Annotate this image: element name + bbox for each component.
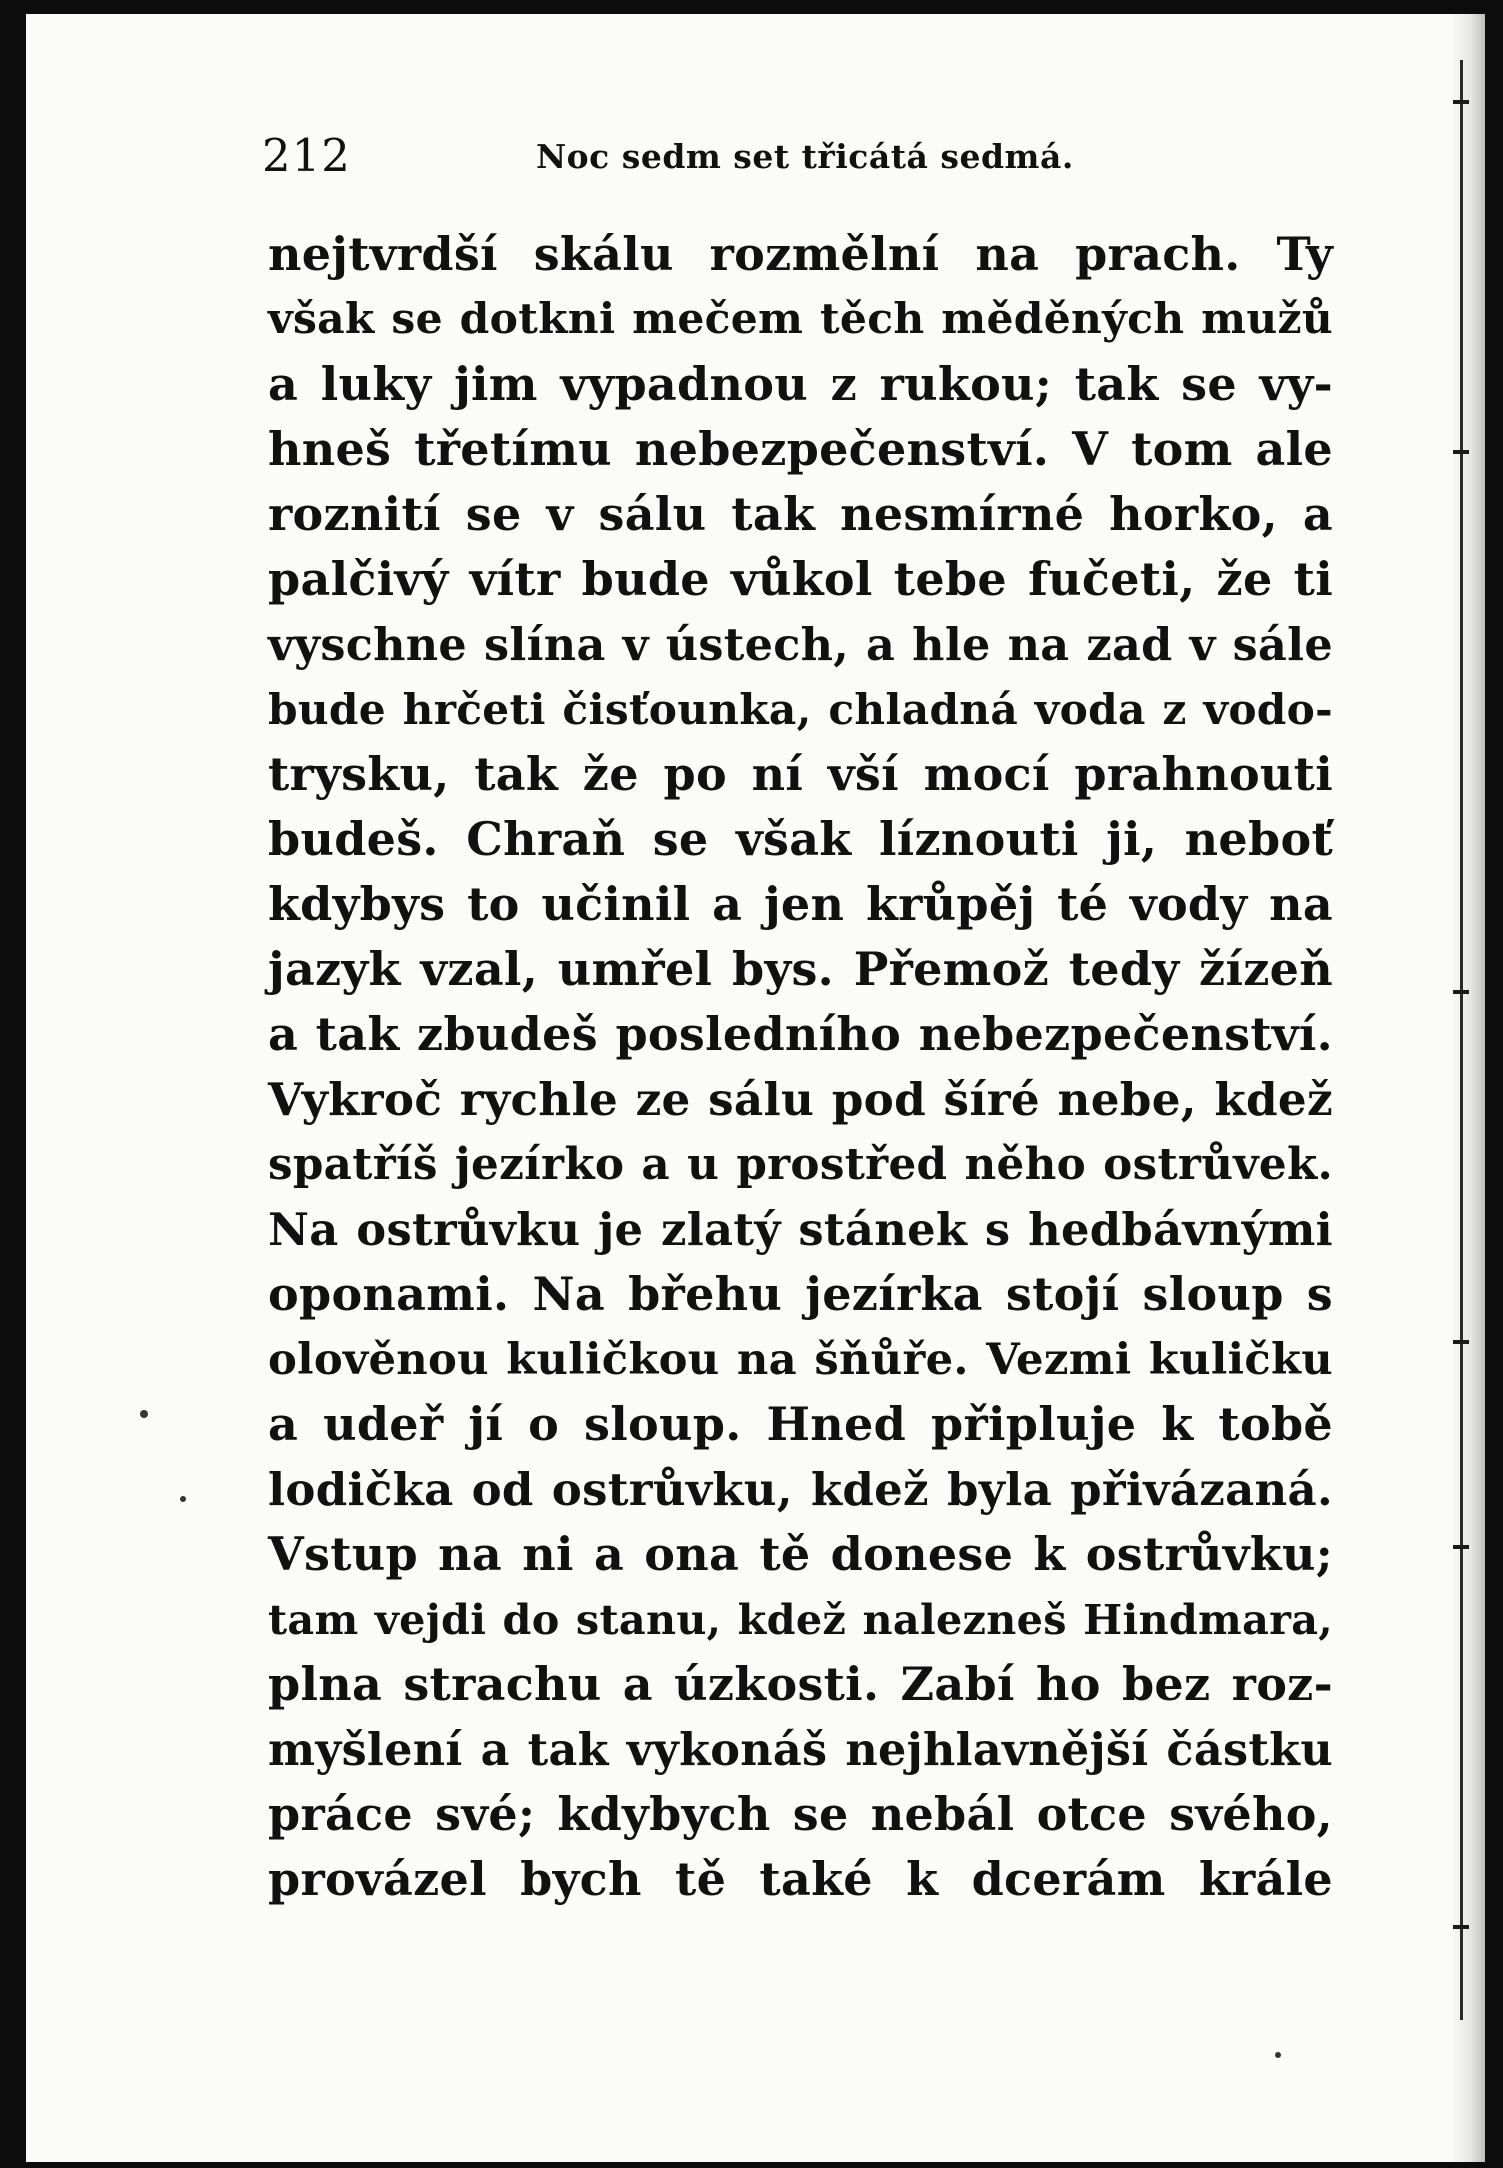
text-line: Vykroč rychle ze sálu pod šíré nebe, kdež [268, 1073, 1333, 1126]
text-line: a tak zbudeš posledního nebezpečenství. [268, 1007, 1333, 1061]
running-head [262, 128, 1272, 184]
text-line: trysku, tak že po ní vší mocí prahnouti [268, 747, 1333, 801]
page-number: 212 [262, 129, 351, 182]
body-text [268, 222, 1333, 1912]
text-line: kdybys to učinil a jen krůpěj té vody na [268, 877, 1333, 931]
text-line: provázel bych tě také k dcerám krále [268, 1852, 1333, 1906]
text-line: myšlení a tak vykonáš nejhlavnější částku [268, 1723, 1333, 1776]
text-line: tam vejdi do stanu, kdež nalezneš Hindmara, [268, 1595, 1333, 1644]
text-line: a udeř jí o sloup. Hned připluje k tobě [268, 1397, 1333, 1451]
text-line: oponami. Na břehu jezírka stojí sloup s [268, 1267, 1333, 1321]
text-line: Vstup na ni a ona tě donese k ostrůvku; [268, 1527, 1333, 1581]
text-line: bude hrčeti čisťounka, chladná voda z vodo- [268, 684, 1333, 734]
text-line: nejtvrdší skálu rozmělní na prach. Ty [268, 227, 1333, 281]
text-line: spatříš jezírko a u prostřed něho ostrůvek. [268, 1139, 1333, 1190]
text-line: vyschne slína v ústech, a hle na zad v sále [268, 618, 1333, 671]
text-line: budeš. Chraň se však líznouti ji, neboť [268, 812, 1333, 866]
text-line: palčivý vítr bude vůkol tebe fučeti, že ti [268, 552, 1333, 606]
text-line: však se dotkni mečem těch měděných mužů [268, 294, 1333, 344]
text-line: lodička od ostrůvku, kdež byla přivázaná. [268, 1463, 1333, 1516]
text-line: roznití se v sálu tak nesmírné horko, a [268, 487, 1333, 541]
running-title: Noc sedm set třicátá sedmá. [536, 137, 1074, 176]
text-line: plna strachu a úzkosti. Zabí ho bez roz- [268, 1657, 1333, 1711]
text-line: práce své; kdybych se nebál otce svého, [268, 1787, 1333, 1841]
text-line: hneš třetímu nebezpečenství. V tom ale [268, 422, 1333, 476]
text-line: Na ostrůvku je zlatý stánek s hedbávnými [268, 1203, 1333, 1256]
text-line: olověnou kuličkou na šňůře. Vezmi kuličku [268, 1334, 1333, 1385]
text-line: jazyk vzal, umřel bys. Přemož tedy žízeň [268, 942, 1333, 996]
text-line: a luky jim vypadnou z rukou; tak se vy- [268, 357, 1333, 411]
